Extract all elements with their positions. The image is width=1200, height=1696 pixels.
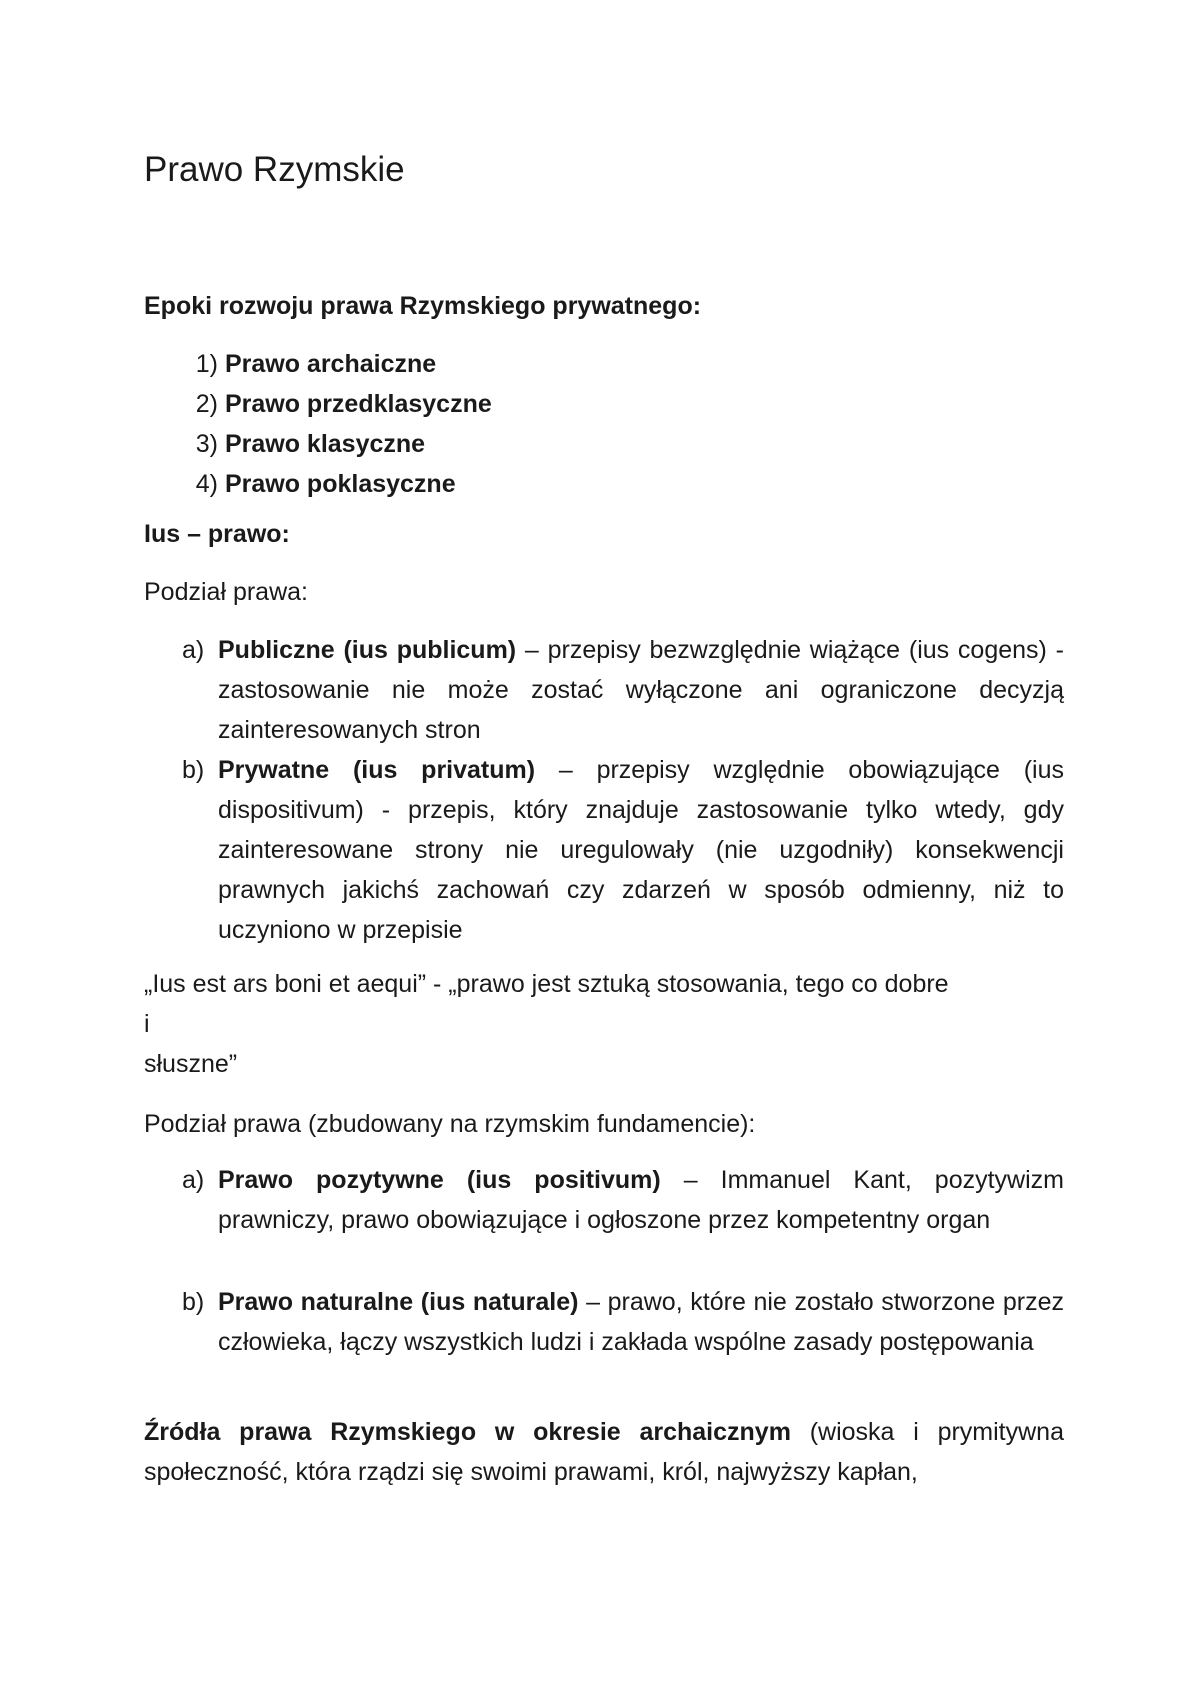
list-item: 3) Prawo klasyczne: [195, 430, 426, 458]
list-item: 4) Prawo poklasyczne: [195, 470, 456, 498]
document-title: Prawo Rzymskie: [144, 150, 405, 189]
quote-line: „Ius est ars boni et aequi” - „prawo jest sztuką stosowania, tego co dobre: [144, 970, 949, 998]
division-label: Podział prawa (zbudowany na rzymskim fundamencie):: [144, 1110, 756, 1138]
division-label: Podział prawa:: [144, 578, 308, 606]
sources-paragraph: Źródła prawa Rzymskiego w okresie archaicznym (wioska i prymitywna społeczność, która rządzi się swoimi prawami, król, najwyższy kapłan,: [144, 1418, 1064, 1486]
list-item: b) Prywatne (ius privatum) – przepisy względnie obowiązujące (ius dispositivum) - przepis, który znajduje zastosowanie tylko wtedy, gdy zainteresowane strony nie uregulowały (nie uzgodniły) konsekwencji prawnych jakichś zachowań czy zdarzeń w sposób odmienny, niż to uczyniono w przepisie: [182, 756, 1064, 944]
list-item: a) Prawo pozytywne (ius positivum) – Immanuel Kant, pozytywizm prawniczy, prawo obowiązujące i ogłoszone przez kompetentny organ: [182, 1166, 1064, 1234]
epochs-list: [144, 344, 492, 504]
list-item: 2) Prawo przedklasyczne: [195, 390, 492, 418]
epochs-heading: Epoki rozwoju prawa Rzymskiego prywatnego:: [144, 292, 702, 320]
quote-line: słuszne”: [144, 1050, 238, 1078]
list-item: b) Prawo naturalne (ius naturale) – prawo, które nie zostało stworzone przez człowieka, łączy wszystkich ludzi i zakłada wspólne zasady postępowania: [182, 1288, 1064, 1356]
list-item: a) Publiczne (ius publicum) – przepisy bezwzględnie wiążące (ius cogens) - zastosowanie nie może zostać wyłączone ani ograniczone decyzją zainteresowanych stron: [182, 636, 1064, 744]
quote-line: i: [144, 1010, 150, 1038]
ius-heading: Ius – prawo:: [144, 520, 290, 548]
list-item: 1) Prawo archaiczne: [195, 350, 437, 378]
